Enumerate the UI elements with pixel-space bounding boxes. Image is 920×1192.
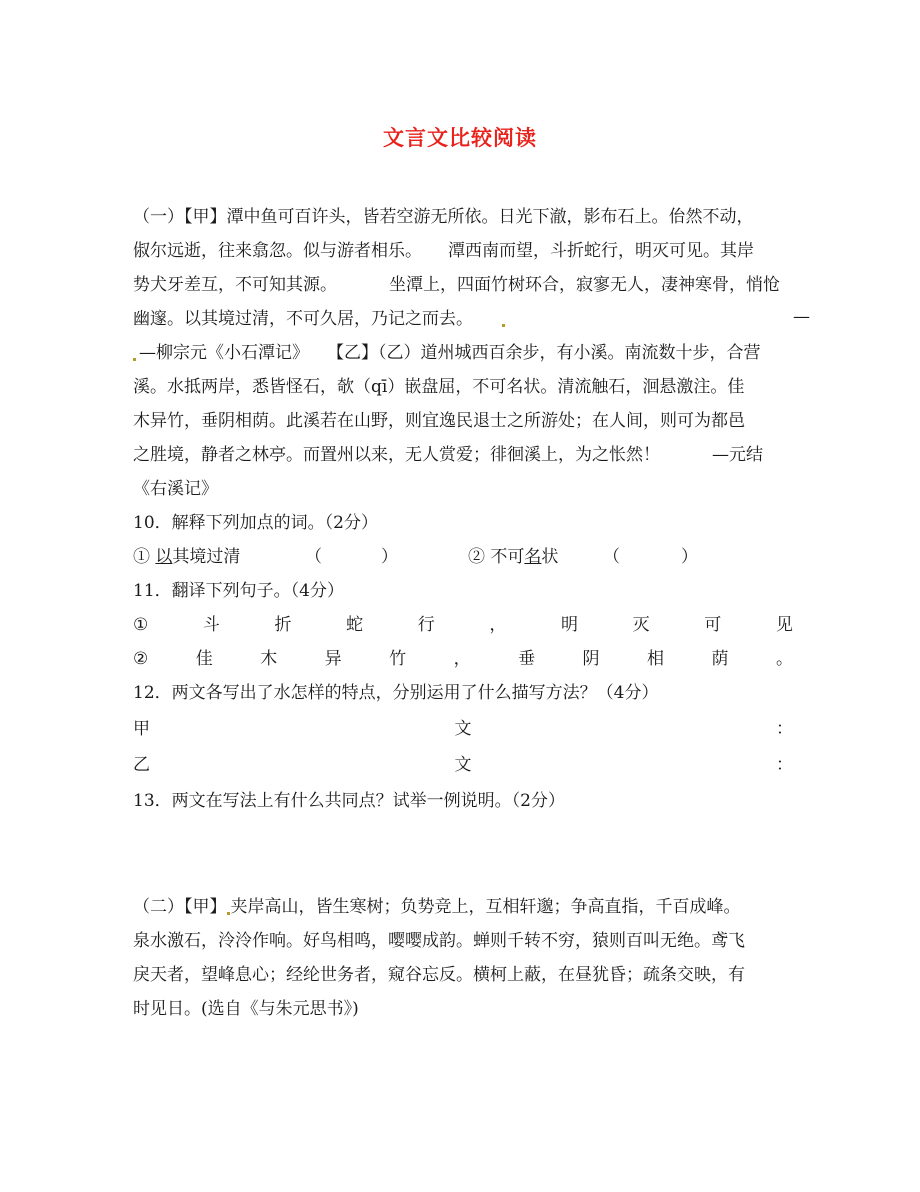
question-10-stem: 10．解释下列加点的词。（2分）	[133, 513, 378, 533]
passage-line: 俶尔远逝，往来翕忽。似与游者相乐。 潭西南而望，斗折蛇行，明灭可见。其岸	[133, 241, 754, 261]
marker-dot	[502, 324, 505, 327]
question-12-stem: 12．两文各写出了水怎样的特点，分别运用了什么描写方法？（4分）	[133, 683, 659, 703]
passage-line: 时见日。(选自《与朱元思书》)	[133, 999, 359, 1019]
passage-line: 势犬牙差互，不可知其源。 坐潭上，四面竹树环合，寂寥无人，凄神寒骨，悄怆	[133, 275, 780, 295]
passage-line: 溪。水抵两岸，悉皆怪石，欹（qī）嵌盘屈，不可名状。清流触石，洄悬激注。佳	[133, 377, 745, 397]
passage-line: 戾天者，望峰息心；经纶世务者，窥谷忘反。横柯上蔽，在昼犹昏；疏条交映，有	[133, 965, 745, 985]
passage-line: （二）【甲】 夹岸高山，皆生寒树；负势竞上，互相轩邈；争高直指，千百成峰。	[133, 897, 741, 917]
dotted-word: 名	[524, 547, 542, 567]
passage-line: 《右溪记》	[133, 479, 218, 499]
passage-line: 木异竹，垂阴相荫。此溪若在山野，则宜逸民退士之所游处；在人间，则可为都邑	[133, 411, 745, 431]
question-11-stem: 11．翻译下列句子。（4分）	[133, 581, 344, 601]
question-12-row-1: 甲 文 ：	[133, 719, 793, 739]
question-11-row-2: ② 佳 木 异 竹 ， 垂 阴 相 荫 。	[133, 649, 793, 669]
dotted-word: 以	[155, 547, 173, 567]
question-13-stem: 13．两文在写法上有什么共同点？试举一例说明。（2分）	[133, 791, 565, 811]
passage-line: 之胜境，静者之林亭。而置州以来，无人赏爱；徘徊溪上，为之怅然！ —元结	[133, 445, 763, 465]
marker-dot	[227, 912, 230, 915]
passage-line: —柳宗元《小石潭记》 【乙】（乙）道州城西百余步，有小溪。南流数十步，合营	[133, 342, 793, 364]
passage-line: 幽邃。以其境过清，不可久居，乃记之而去。	[133, 308, 793, 330]
marker-dot	[133, 358, 136, 361]
question-10-items: ① 以其境过清 （ ） ② 不可名状 （ ）	[133, 547, 698, 567]
passage-line: 泉水激石，泠泠作响。好鸟相鸣，嘤嘤成韵。蝉则千转不穷，猿则百叫无绝。鸢飞	[133, 931, 745, 951]
question-11-row-1: ① 斗 折 蛇 行 ， 明 灭 可 见	[133, 615, 793, 635]
page-title: 文言文比较阅读	[383, 125, 537, 150]
question-12-row-2: 乙 文 ：	[133, 755, 793, 775]
dash-mark: —	[793, 307, 810, 327]
passage-line: （一）【甲】潭中鱼可百许头，皆若空游无所依。日光下澈，影布石上。佁然不动，	[133, 207, 754, 227]
